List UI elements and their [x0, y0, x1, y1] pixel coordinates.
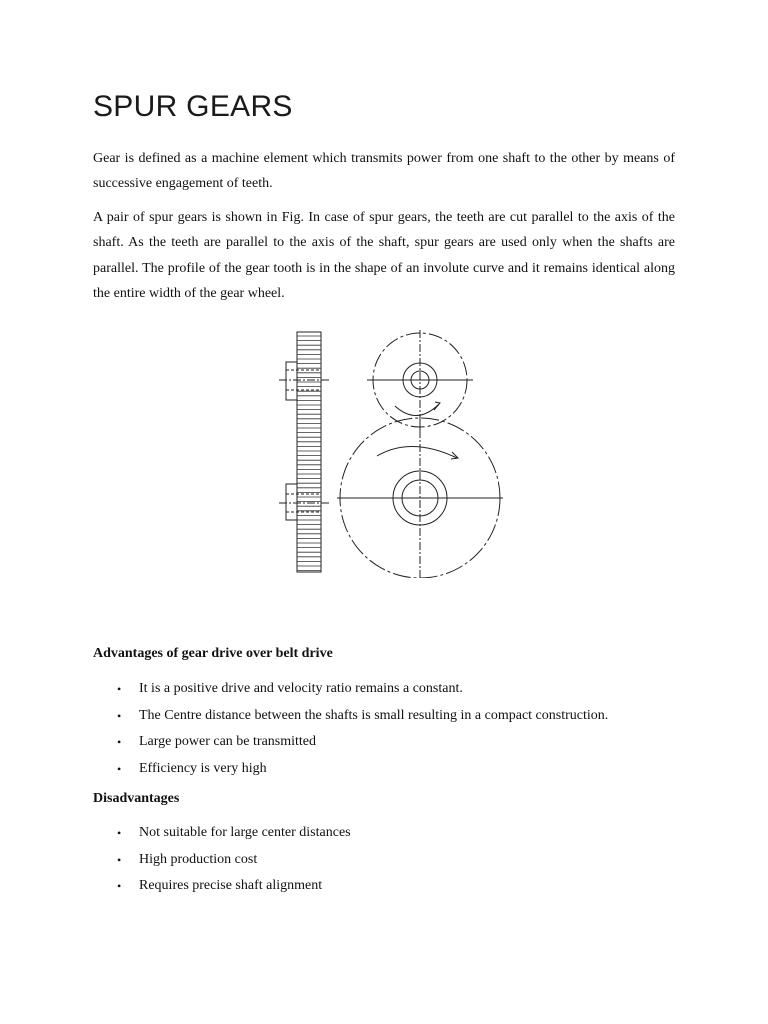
- bullet-icon: •: [117, 761, 122, 776]
- list-item-text: High production cost: [139, 851, 258, 867]
- lower-hub-side: [286, 484, 297, 520]
- list-item: [93, 851, 675, 878]
- advantages-heading: Advantages of gear drive over belt drive: [93, 646, 333, 661]
- advantages-list: [93, 680, 675, 786]
- description-paragraph: A pair of spur gears is shown in Fig. In case of spur gears, the teeth are cut parallel to the axis of the shaft. As the teeth are parallel to the axis of the shaft, spur gears are used only when the shafts are parallel. The profile of the gear tooth is in the shape of an involute curve and it remains identical along the entire width of the gear wheel.: [93, 210, 675, 301]
- gear-teeth-lines: [297, 336, 321, 571]
- bullet-icon: •: [117, 682, 122, 696]
- spur-gears-drawing: [271, 326, 507, 578]
- list-item-text: Efficiency is very high: [139, 760, 267, 776]
- list-item: [93, 680, 675, 707]
- definition-paragraph: Gear is defined as a machine element which transmits power from one shaft to the other by means of successive engagement of teeth.: [93, 151, 675, 192]
- list-item-text: It is a positive drive and velocity ratio remains a constant.: [139, 681, 463, 696]
- bullet-icon: •: [117, 852, 122, 867]
- list-item-text: The Centre distance between the shafts is small resulting in a compact construction.: [139, 707, 609, 723]
- disadvantages-list: [93, 824, 675, 904]
- disadvantages-heading: Disadvantages: [93, 791, 180, 806]
- list-item: [93, 824, 675, 851]
- bullet-icon: •: [117, 708, 122, 723]
- list-item: [93, 760, 675, 787]
- gear-rotation-arrow: [377, 446, 457, 458]
- list-item: [93, 733, 675, 760]
- list-item-text: Requires precise shaft alignment: [139, 878, 323, 893]
- list-item: [93, 877, 675, 904]
- list-item-text: Not suitable for large center distances: [139, 825, 351, 840]
- upper-hub-side: [286, 362, 297, 400]
- spur-gears-figure: [271, 326, 507, 578]
- list-item-text: Large power can be transmitted: [139, 734, 317, 749]
- bullet-icon: •: [117, 879, 122, 893]
- page-title: SPUR GEARS: [93, 90, 293, 123]
- bullet-icon: •: [117, 735, 122, 749]
- list-item: [93, 707, 675, 734]
- bullet-icon: •: [117, 826, 122, 840]
- pinion-rotation-arrow: [395, 404, 439, 416]
